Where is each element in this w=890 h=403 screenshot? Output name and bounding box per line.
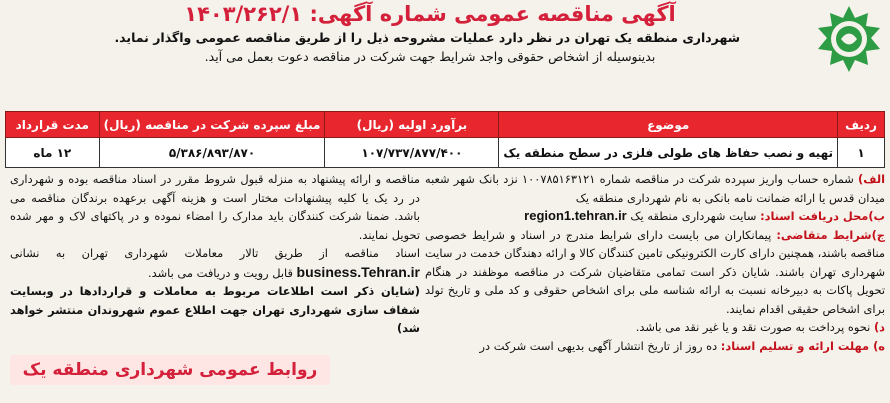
row-deposit: ۵/۳۸۶/۸۹۳/۸۷۰: [99, 138, 325, 168]
left-paragraph-1: مناقصه و ارائه پیشنهاد به منزله قبول شروط مقرر در اسناد مناقصه بوده و شهرداری در رد یک یا کلیه پیشنهادات مختار است و هزینه آگهی برعهده برندگان مناقصه می باشد. ضمنا شرکت کنندگان باید مدارک را امضاء نموده و در پاکتهای لاک و مهر شده تحویل نمایند.: [10, 172, 420, 242]
row-number: ۱: [838, 138, 885, 168]
clause-c: [425, 226, 885, 319]
clause-e: [425, 337, 885, 356]
clause-c-label: ج)شرایط متقاضی:: [776, 227, 886, 242]
intro-line-1: شهرداری منطقه یک تهران در نظر دارد عملیات مشروحه ذیل را از طریق مناقصه عمومی واگذار نماید.: [114, 30, 740, 45]
clause-e-text: ده روز از تاریخ انتشار آگهی بدیهی است شرکت در: [479, 338, 718, 353]
row-subject: تهیه و نصب حفاظ های طولی فلزی در سطح منطقه یک: [499, 138, 838, 168]
clause-d: [425, 318, 885, 337]
col-subject-header: موضوع: [499, 112, 838, 138]
row-duration: ۱۲ ماه: [6, 138, 100, 168]
clause-d-label: د): [873, 320, 885, 334]
left-paragraph-2-text: اسناد مناقصه از طریق تالار معاملات شهرداری تهران به نشانی: [10, 246, 420, 260]
col-duration-header: مدت قرارداد: [6, 112, 100, 138]
public-relations-signature: روابط عمومی شهرداری منطقه یک: [10, 355, 330, 385]
col-row-header: ردیف: [838, 112, 885, 138]
table-row: [6, 138, 885, 168]
tehran-municipality-logo: [814, 4, 884, 74]
tender-table: [5, 111, 885, 168]
col-deposit-header: مبلغ سپرده شرکت در مناقصه (ریال): [99, 112, 325, 138]
conditions-left-column: [10, 170, 420, 338]
clause-c-text: پیمانکاران می بایست دارای شرایط مندرج در اسناد و شرایط خصوصی مناقصه باشند، همچنین دارای کارت الکترونیکی تامین کنندگان کالا و ارائه دهندگان خدمت در سایت شهرداری تهران باشند. شایان ذکر است تمامی متقاضیان شرکت در مناقصه موظفند در هنگام تحویل پاکات به دبیرخانه نسبت به ارائه شناسه ملی برای اشخاص حقوقی و کد ملی و تاریخ تولد برای اشخاص حقیقی اقدام نمایند.: [425, 227, 885, 316]
conditions-right-column: [425, 170, 885, 355]
clause-a-text: شماره حساب واریز سپرده شرکت در مناقصه شماره ۱۰۰۷۸۵۱۶۳۱۲۱ نزد بانک شهر شعبه میدان قدس یا ارائه ضمانت نامه بانکی به نام شهرداری منطقه یک: [425, 172, 885, 205]
clause-a: [425, 170, 885, 207]
clause-b: [425, 207, 885, 226]
clause-e-label: ه) مهلت ارائه و تسلیم اسناد:: [720, 338, 885, 353]
notice-title: آگهی مناقصه عمومی شماره آگهی: ۱۴۰۳/۲۶۲/۱: [184, 2, 676, 26]
col-estimate-header: برآورد اولیه (ریال): [325, 112, 499, 138]
business-url-link[interactable]: business.Tehran.ir: [296, 263, 420, 280]
intro-line-2: بدینوسیله از اشخاص حقوقی واجد شرایط جهت شرکت در مناقصه دعوت بعمل می آید.: [204, 49, 656, 64]
row-estimate: ۱۰۷/۷۳۷/۸۷۷/۴۰۰: [325, 138, 499, 168]
clause-b-text: سایت شهرداری منطقه یک: [630, 209, 757, 223]
region-url-link[interactable]: region1.tehran.ir: [524, 208, 627, 223]
table-header-row: [6, 112, 885, 138]
clause-b-label: ب)محل دریافت اسناد:: [760, 209, 885, 223]
left-paragraph-2-end: قابل رویت و دریافت می باشد.: [148, 265, 293, 280]
clause-a-label: الف): [858, 172, 885, 186]
clause-d-text: نحوه پرداخت به صورت نقد و یا غیر نقد می باشد.: [635, 320, 871, 334]
left-paragraph-3: (شایان ذکر است اطلاعات مربوط به معاملات و قراردادها در وبسایت شفاف سازی شهرداری تهران جهت اطلاع عموم شهروندان منتشر خواهد شد): [10, 284, 420, 335]
left-paragraph-2: [10, 244, 420, 282]
